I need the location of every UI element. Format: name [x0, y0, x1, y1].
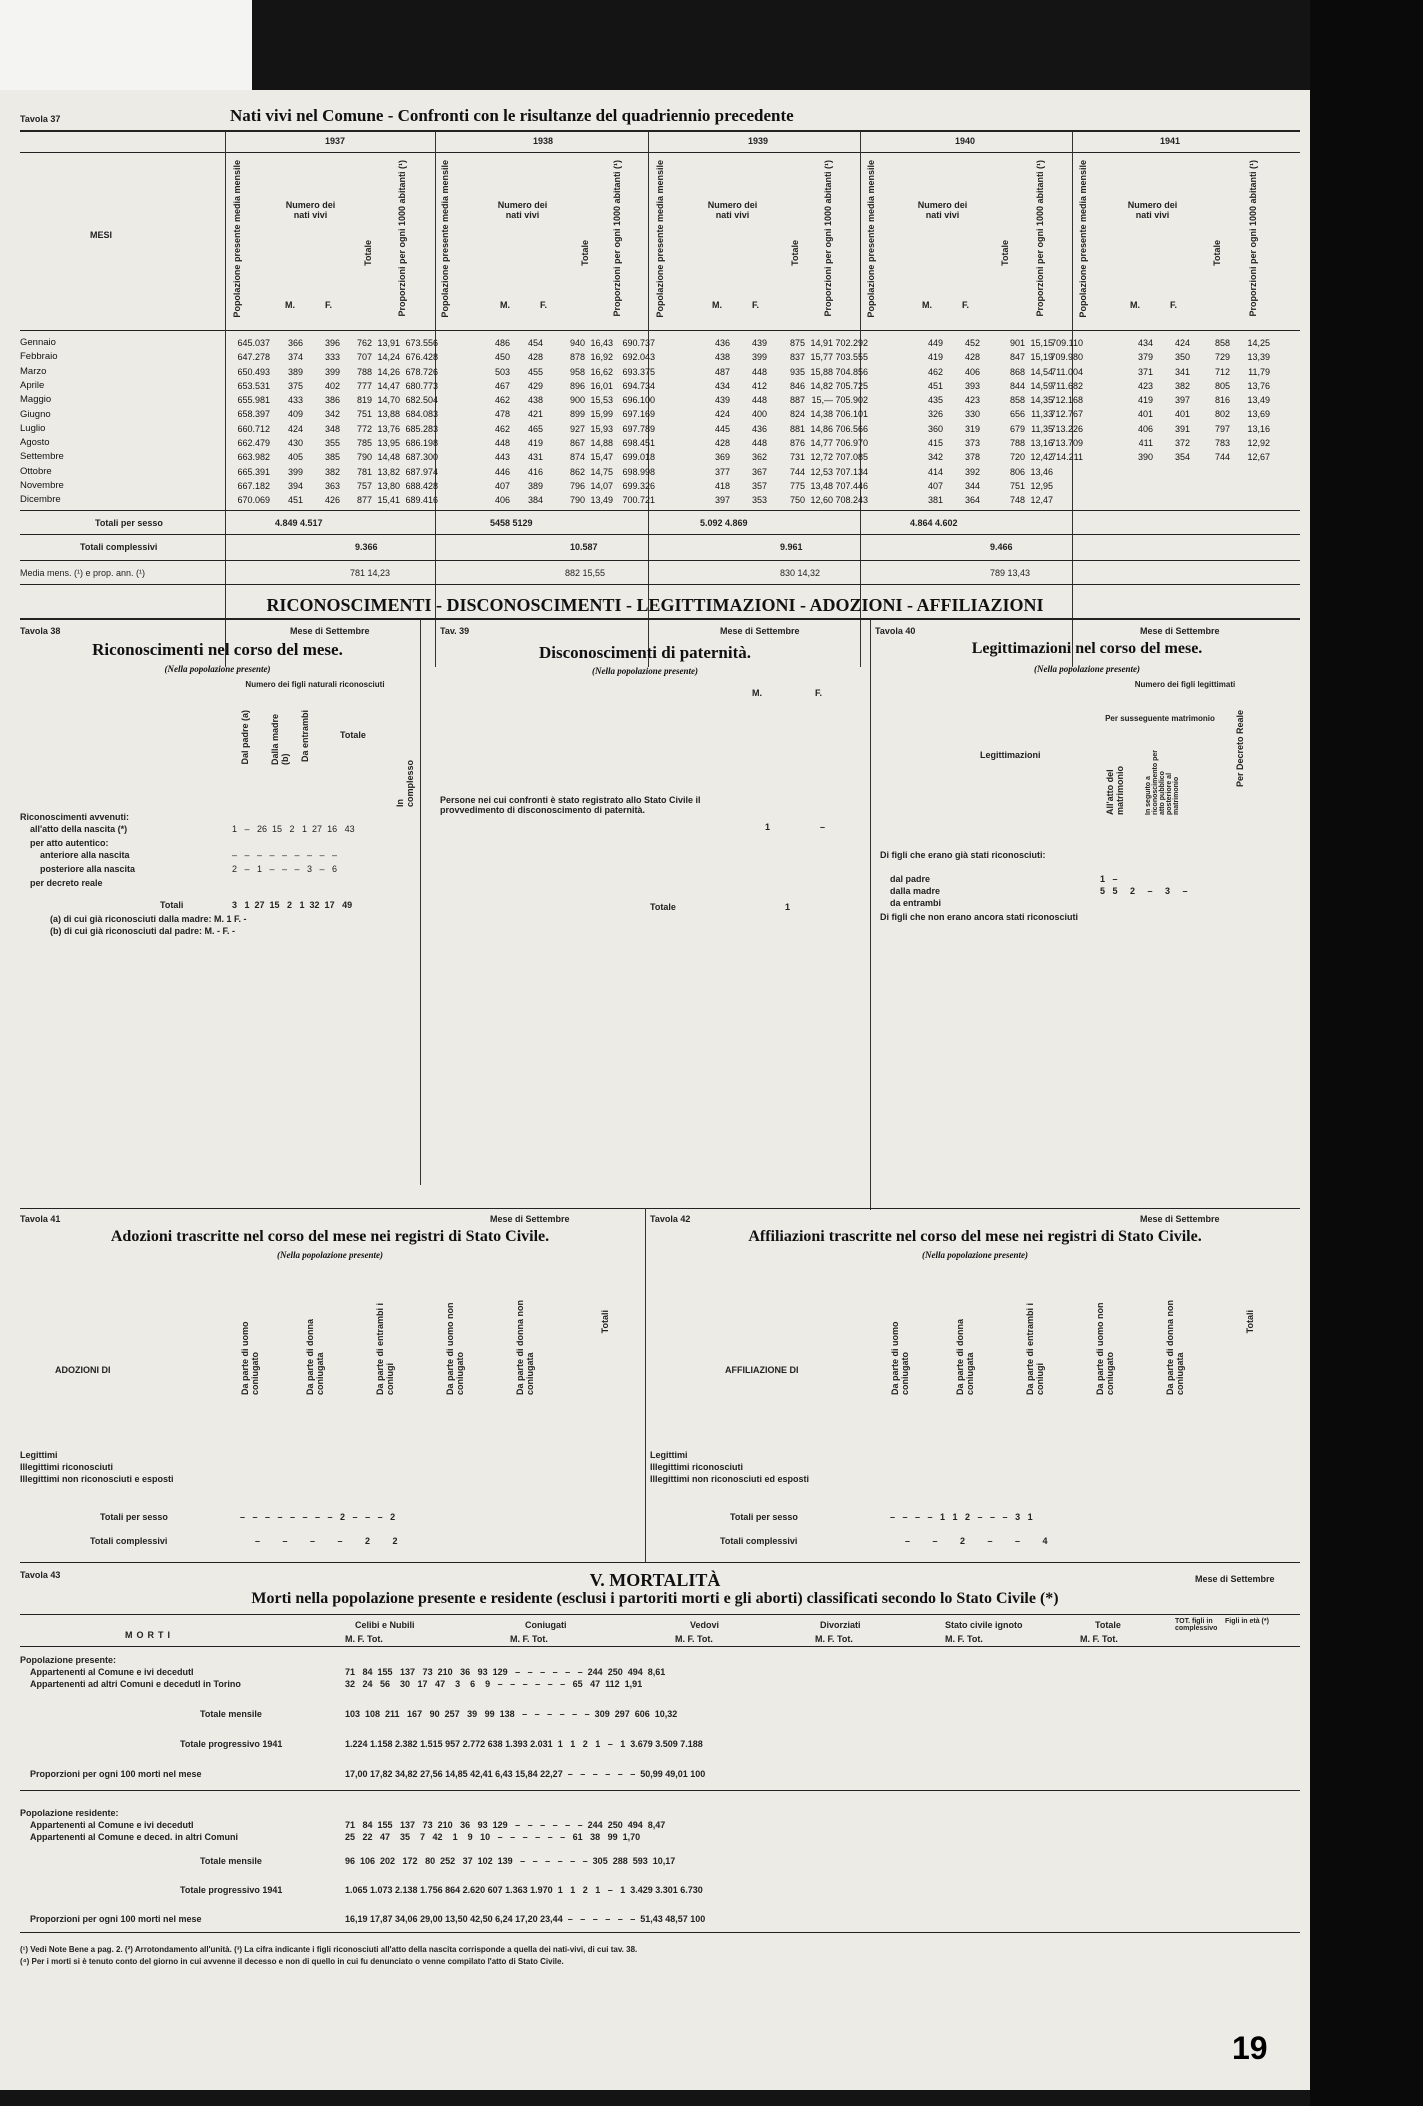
- t40-rowlabel: Legittimazioni: [980, 750, 1041, 760]
- c1938-f: 454 428 455 429 438 421 465 419 431 416 389 384: [527, 338, 543, 506]
- month: Aprile: [20, 379, 45, 391]
- year-1941: 1941: [1160, 136, 1181, 146]
- t39-value: 1: [765, 822, 771, 832]
- t43-title: Morti nella popolazione presente e residente (esclusi i partoriti morti e gli aborti) classificati secondo lo Stato Civile (*): [251, 1590, 1059, 1607]
- t42-v-compl: – – 2 – – 4: [905, 1536, 1048, 1546]
- t43-foot1: (¹) Vedi Note Bene a pag. 2. (²) Arrotondamento all'unità. (³) La cifra indicante i figli riconosciuti all'atto della nascita corrisponde a quella dei nati-vivi, di cui tav. 38.: [20, 1945, 638, 1954]
- t38-mese: Mese di Settembre: [290, 626, 370, 636]
- t42-r1: Legittimi: [650, 1450, 688, 1460]
- t41-title: Adozioni trascritte nel corso del mese nei registri di Stato Civile.: [110, 1228, 550, 1245]
- t43-g6: Totale: [1095, 1620, 1121, 1630]
- t38-c1: Dal padre (a): [240, 710, 250, 765]
- t43-g7: TOT. figli in complessivo: [1175, 1618, 1218, 1632]
- c1940-m: 449 419 462 451 435 326 360 415 342 414 407 381: [927, 338, 943, 506]
- c1939-f: 439 399 448 412 448 400 436 448 362 367 357 353: [751, 338, 767, 506]
- t43-g5: Stato civile ignoto: [945, 1620, 1023, 1630]
- t37-col-tot-1937: Totale: [363, 240, 373, 266]
- t37-col-pop-1939: Popolazione presente media mensile: [655, 160, 665, 318]
- t43-r5: Totale progressivo 1941: [180, 1885, 283, 1895]
- c1941-f: 424 350 341 382 397 401 391 372 354: [1174, 338, 1190, 463]
- t38-c2: Dalla madre (b): [270, 713, 290, 765]
- t40-c2: In seguito a riconoscimento per atto pubblico posteriore al matrimonio: [1145, 750, 1180, 815]
- t41-r1: Legittimi: [20, 1450, 58, 1460]
- t37-f-1940: F.: [962, 300, 970, 310]
- t38-head: Numero dei figli naturali riconosciuti: [245, 680, 385, 689]
- t43-pv2: 71 84 155 137 73 210 36 93 129 – – – – – – 244 250 494 8,61: [345, 1667, 666, 1677]
- month: Agosto: [20, 437, 50, 449]
- t42-title: Affiliazioni trascritte nel corso del mese nei registri di Stato Civile.: [748, 1228, 1202, 1245]
- t37-m-1937: M.: [285, 300, 295, 310]
- t40-c3: Per Decreto Reale: [1235, 710, 1245, 788]
- t43-mft2: M. F. Tot.: [510, 1634, 548, 1644]
- t43-r6: Proporzioni per ogni 100 morti nel mese: [30, 1914, 202, 1924]
- t37-sesso-1937: 4.849 4.517: [275, 518, 323, 528]
- c1938-pop: 673.556 676.428 678.726 680.773 682.504 684.083 685.283 686.198 687.300 687.974 688.428 689.416: [405, 338, 438, 506]
- month: Luglio: [20, 422, 46, 434]
- c1941-pop: 709.110 709.980 711.004 711.682 712.168 712.767 713.226 713.709 714.211: [1050, 338, 1083, 463]
- t37-media-1940: 789 13,43: [990, 568, 1031, 578]
- t43-pv5: 1.224 1.158 2.382 1.515 957 2.772 638 1.393 2.031 1 1 2 1 – 1 3.679 3.509 7.188: [345, 1739, 703, 1749]
- c1937-m: 366 374 389 375 433 409 424 430 405 399 394 451: [287, 338, 303, 506]
- t43-rv6: 16,19 17,87 34,06 29,00 13,50 42,50 6,24 17,20 23,44 – – – – – – 51,43 48,57 100: [345, 1914, 706, 1924]
- t37-media-1937: 781 14,23: [350, 568, 391, 578]
- t41-col5: Da parte di donna non coniugata: [515, 1299, 535, 1395]
- t40-r5: Di figli che non erano ancora stati riconosciuti: [880, 912, 1079, 922]
- t42-r5: Totali complessivi: [720, 1536, 798, 1546]
- t39-m: M.: [752, 688, 762, 698]
- t40-r2: dal padre: [890, 874, 931, 884]
- t41-r3: Illegittimi non riconosciuti e esposti: [20, 1474, 174, 1484]
- t40-tag: Tavola 40: [875, 626, 916, 636]
- scan-margin: [0, 0, 252, 90]
- t42-rowhead: AFFILIAZIONE DI: [725, 1365, 799, 1375]
- t41-mese: Mese di Settembre: [490, 1214, 570, 1224]
- t41-col1: Da parte di uomo coniugato: [240, 1321, 260, 1395]
- t40-title: Legittimazioni nel corso del mese.: [971, 640, 1203, 657]
- t39-text: Persone nei cui confronti è stato registrato allo Stato Civile il provvedimento di disconoscimento di paternità.: [440, 795, 701, 815]
- t38-c4: Totale: [340, 730, 366, 740]
- scan-border: [1310, 0, 1423, 2106]
- t38-r5: per decreto reale: [30, 878, 103, 888]
- t43-r4: Totale mensile: [200, 1856, 262, 1866]
- month: Giugno: [20, 408, 51, 420]
- t43-tag: Tavola 43: [20, 1570, 61, 1580]
- t39-tag: Tav. 39: [440, 626, 470, 636]
- t38-r3: anteriore alla nascita: [40, 850, 130, 860]
- t37-media-1939: 830 14,32: [780, 568, 821, 578]
- t38-r1: all'atto della nascita (*): [30, 824, 128, 834]
- t40-r3: dalla madre: [890, 886, 941, 896]
- year-1940: 1940: [955, 136, 976, 146]
- t38-v4: 2 – 1 – – – 3 – 6: [232, 864, 338, 874]
- t39-mese: Mese di Settembre: [720, 626, 800, 636]
- t39-f: F.: [815, 688, 823, 698]
- t37-col-tot-1940: Totale: [1000, 240, 1010, 266]
- month: Settembre: [20, 451, 64, 463]
- t37-compl-1938: 10.587: [570, 542, 598, 552]
- t41-v-compl: – – – – 2 2: [255, 1536, 398, 1546]
- t42-v-sesso: – – – – 1 1 2 – – – 3 1: [890, 1512, 1033, 1522]
- c1938-m: 486 450 503 467 462 478 462 448 443 446 407 406: [494, 338, 510, 506]
- t37-col-prop-1938: Proporzioni per ogni 1000 abitanti (¹): [612, 160, 622, 317]
- t43-g3: Vedovi: [690, 1620, 720, 1630]
- t43-rv4: 96 106 202 172 80 252 37 102 139 – – – – – – 305 288 593 10,17: [345, 1856, 676, 1866]
- t42-mese: Mese di Settembre: [1140, 1214, 1220, 1224]
- t41-r2: Illegittimi riconosciuti: [20, 1462, 114, 1472]
- c1938-t: 940 878 958 896 900 899 927 867 874 862 796 790: [569, 338, 585, 506]
- t41-v-sesso: – – – – – – – – 2 – – – 2: [240, 1512, 396, 1522]
- t37-col-pop-1937: Popolazione presente media mensile: [232, 160, 242, 318]
- t38-v1: 1 – 26 15 2 1 27 16 43: [232, 824, 355, 834]
- t37-sesso-1939: 5.092 4.869: [700, 518, 748, 528]
- t43-p4: Totale mensile: [200, 1709, 262, 1719]
- t38-r2: per atto autentico:: [30, 838, 109, 848]
- t37-col-num-1937: Numero dei nati vivi: [285, 200, 336, 220]
- t41-tag: Tavola 41: [20, 1214, 61, 1224]
- t37-f-1937: F.: [325, 300, 333, 310]
- t41-sub: (Nella popolazione presente): [277, 1250, 383, 1260]
- t37-m-1940: M.: [922, 300, 932, 310]
- t43-r2: Appartenenti al Comune e ivi decedutI: [30, 1820, 194, 1830]
- t37-m-1938: M.: [500, 300, 510, 310]
- t43-g1: Celibi e Nubili: [355, 1620, 415, 1630]
- t37-tot-sesso: Totali per sesso: [95, 518, 163, 528]
- t39-value-f: –: [820, 822, 826, 832]
- t38-r6: Totali: [160, 900, 184, 910]
- t37-col-num-1938: Numero dei nati vivi: [497, 200, 548, 220]
- t37-title: Nati vivi nel Comune - Confronti con le risultanze del quadriennio precedente: [230, 106, 794, 125]
- t43-p5: Totale progressivo 1941: [180, 1739, 283, 1749]
- t37-col-prop-1937: Proporzioni per ogni 1000 abitanti (¹): [397, 160, 407, 317]
- t43-section: V. MORTALITÀ: [589, 1570, 721, 1590]
- t40-head: Numero dei figli legittimati: [1134, 680, 1236, 689]
- t42-col5: Da parte di donna non coniugata: [1165, 1299, 1185, 1395]
- year-1938: 1938: [533, 136, 554, 146]
- c1939-pop: 690.737 692.043 693.375 694.734 696.100 697.169 697.789 698.451 699.018 698.998 699.326 700.721: [622, 338, 655, 506]
- t38-title: Riconoscimenti nel corso del mese.: [92, 640, 343, 659]
- t41-col3: Da parte di entrambi i coniugi: [375, 1302, 395, 1395]
- month: Novembre: [20, 480, 64, 491]
- t43-mese: Mese di Settembre: [1195, 1574, 1275, 1584]
- t37-col-tot-1941: Totale: [1212, 240, 1222, 266]
- t41-r5: Totali complessivi: [90, 1536, 168, 1546]
- t38-tag: Tavola 38: [20, 626, 61, 636]
- t37-f-1941: F.: [1170, 300, 1178, 310]
- t37-m-1941: M.: [1130, 300, 1140, 310]
- month: Febbraio: [20, 351, 58, 363]
- month: Maggio: [20, 394, 52, 406]
- year-1939: 1939: [748, 136, 769, 146]
- year-1937: 1937: [325, 136, 346, 146]
- t37-media-1938: 882 15,55: [565, 568, 606, 578]
- t37-tot-compl: Totali complessivi: [80, 542, 158, 552]
- c1941-t: 858 729 712 805 816 802 797 783 744: [1214, 338, 1230, 463]
- t38-v3: – – – – – – – – –: [232, 850, 338, 860]
- t40-mese: Mese di Settembre: [1140, 626, 1220, 636]
- month: Dicembre: [20, 494, 61, 506]
- c1940-pop: 702.292 703.555 704.856 705.725 705.902 706.101 706.566 706.970 707.085 707.134 707.446 708.243: [835, 338, 868, 506]
- t38-note-a: (a) di cui già riconosciuti dalla madre: M. 1 F. -: [50, 914, 247, 924]
- t38-c3: Da entrambi: [300, 710, 310, 763]
- c1939-p: 14,91 15,77 15,88 14,82 15,— 14,38 14,86 14,77 12,72 12,53 13,48 12,60: [810, 338, 833, 506]
- t37-col-prop-1940: Proporzioni per ogni 1000 abitanti (¹): [1035, 160, 1045, 317]
- t38-r0: Riconoscimenti avvenuti:: [20, 812, 130, 822]
- t43-foot2: (⁴) Per i morti si è tenuto conto del giorno in cui avvenne il decesso e non di quello in cui fu denunciato o venne compilato l'atto di Stato Civile.: [20, 1957, 564, 1966]
- t40-r1: Di figli che erano già stati riconosciuti:: [880, 850, 1046, 860]
- t37-compl-1937: 9.366: [355, 542, 378, 552]
- c1939-t: 875 837 935 846 887 824 881 876 731 744 775 750: [789, 338, 805, 506]
- t39-total-label: Totale: [650, 902, 676, 912]
- t43-p1: Popolazione presente:: [20, 1655, 117, 1665]
- t37-m-1939: M.: [712, 300, 722, 310]
- t43-morti: MORTI: [125, 1630, 174, 1640]
- t43-pv4: 103 108 211 167 90 257 39 99 138 – – – – – – 309 297 606 10,32: [345, 1709, 678, 1719]
- t42-r3: Illegittimi non riconosciuti ed esposti: [650, 1474, 810, 1484]
- t40-sub: (Nella popolazione presente): [1034, 664, 1140, 674]
- t37-tag: Tavola 37: [20, 114, 61, 124]
- t38-note-b: (b) di cui già riconosciuti dal padre: M. - F. -: [50, 926, 236, 936]
- t42-col1: Da parte di uomo coniugato: [890, 1321, 910, 1395]
- t37-col-pop-1941: Popolazione presente media mensile: [1078, 160, 1088, 318]
- t38-sub: (Nella popolazione presente): [164, 664, 271, 674]
- t42-col2: Da parte di donna coniugata: [955, 1318, 975, 1395]
- mesi-header: MESI: [90, 230, 113, 240]
- c1937-pop: 645.037 647.278 650.493 653.531 655.981 658.397 660.712 662.479 663.982 665.391 667.182 670.069: [237, 338, 270, 506]
- t37-col-tot-1938: Totale: [580, 240, 590, 266]
- t43-r3: Appartenenti al Comune e deced. in altri Comuni: [30, 1832, 239, 1842]
- t38-v6: 3 1 27 15 2 1 32 17 49: [232, 900, 353, 910]
- t43-mft5: M. F. Tot.: [945, 1634, 983, 1644]
- t39-sub: (Nella popolazione presente): [592, 666, 698, 676]
- t37-col-prop-1941: Proporzioni per ogni 1000 abitanti (¹): [1248, 160, 1258, 317]
- t39-total: 1: [785, 902, 791, 912]
- document-page: [0, 90, 1310, 2090]
- c1940-f: 452 428 406 393 423 330 319 373 378 392 344 364: [964, 338, 980, 506]
- t43-mft6: M. F. Tot.: [1080, 1634, 1118, 1644]
- t37-compl-1940: 9.466: [990, 542, 1013, 552]
- c1938-p: 16,43 16,92 16,62 16,01 15,53 15,99 15,93 14,88 15,47 14,75 14,07 13,49: [590, 338, 613, 506]
- t43-g4: Divorziati: [820, 1620, 861, 1630]
- t37-col-tot-1939: Totale: [790, 240, 800, 266]
- t43-pv3: 32 24 56 30 17 47 3 6 9 – – – – – – 65 47 112 1,91: [345, 1679, 643, 1689]
- t37-f-1938: F.: [540, 300, 548, 310]
- t41-col2: Da parte di donna coniugata: [305, 1318, 325, 1395]
- t42-r2: Illegittimi riconosciuti: [650, 1462, 744, 1472]
- t43-r1: Popolazione residente:: [20, 1808, 119, 1818]
- t37-col-num-1940: Numero dei nati vivi: [917, 200, 968, 220]
- t43-rv2: 71 84 155 137 73 210 36 93 129 – – – – – – 244 250 494 8,47: [345, 1820, 666, 1830]
- t43-g8: Figli in età (*): [1225, 1618, 1269, 1625]
- t43-g2: Coniugati: [525, 1620, 567, 1630]
- t43-mft1: M. F. Tot.: [345, 1634, 383, 1644]
- t40-c1: All'atto del matrimonio: [1105, 765, 1125, 815]
- t37-media: Media mens. (¹) e prop. ann. (¹): [20, 568, 146, 578]
- t37-compl-1939: 9.961: [780, 542, 803, 552]
- c1940-p: 15,15 15,19 14,54 14,59 14,35 11,33 11,35 13,16 12,42 13,46 12,95 12,47: [1030, 338, 1053, 506]
- c1939-m: 436 438 487 434 439 424 445 428 369 377 418 397: [714, 338, 730, 506]
- t43-mft3: M. F. Tot.: [675, 1634, 713, 1644]
- t37-col-pop-1938: Popolazione presente media mensile: [440, 160, 450, 318]
- c1937-t: 762 707 788 777 819 751 772 785 790 781 757 877: [356, 338, 372, 506]
- c1940-t: 901 847 868 844 858 656 679 788 720 806 751 748: [1009, 338, 1025, 506]
- t43-p3: Appartenenti ad altri Comuni e decedutI in Torino: [30, 1679, 241, 1689]
- t43-pv6: 17,00 17,82 34,82 27,56 14,85 42,41 6,43 15,84 22,27 – – – – – – 50,99 49,01 100: [345, 1769, 706, 1779]
- t41-r4: Totali per sesso: [100, 1512, 168, 1522]
- t42-tag: Tavola 42: [650, 1214, 691, 1224]
- t42-col6: Totali: [1245, 1310, 1255, 1334]
- t43-mft4: M. F. Tot.: [815, 1634, 853, 1644]
- t37-col-num-1941: Numero dei nati vivi: [1127, 200, 1178, 220]
- t37-sesso-1940: 4.864 4.602: [910, 518, 958, 528]
- month: Ottobre: [20, 465, 52, 477]
- t37-sesso-1938: 5458 5129: [490, 518, 533, 528]
- t42-col4: Da parte di uomo non coniugato: [1095, 1302, 1115, 1395]
- month: Marzo: [20, 365, 47, 377]
- month: Gennaio: [20, 337, 56, 348]
- t40-sh: Per susseguente matrimonio: [1105, 714, 1215, 723]
- section-banner: RICONOSCIMENTI - DISCONOSCIMENTI - LEGITTIMAZIONI - ADOZIONI - AFFILIAZIONI: [266, 595, 1044, 615]
- t37-col-pop-1940: Popolazione presente media mensile: [866, 160, 876, 318]
- t43-rv5: 1.065 1.073 2.138 1.756 864 2.620 607 1.363 1.970 1 1 2 1 – 1 3.429 3.301 6.730: [345, 1885, 703, 1895]
- t42-col3: Da parte di entrambi i coniugi: [1025, 1302, 1045, 1395]
- t40-v1: 1 –: [1100, 874, 1118, 884]
- t37-col-prop-1939: Proporzioni per ogni 1000 abitanti (¹): [823, 160, 833, 317]
- t41-col4: Da parte di uomo non coniugato: [445, 1302, 465, 1395]
- t41-rowhead: ADOZIONI DI: [55, 1365, 111, 1375]
- t43-rv3: 25 22 47 35 7 42 1 9 10 – – – – – – 61 38 99 1,70: [345, 1832, 641, 1842]
- t37-col-num-1939: Numero dei nati vivi: [707, 200, 758, 220]
- t38-r4: posteriore alla nascita: [40, 864, 136, 874]
- t42-sub: (Nella popolazione presente): [922, 1250, 1028, 1260]
- t42-r4: Totali per sesso: [730, 1512, 798, 1522]
- t39-title: Disconoscimenti di paternità.: [538, 643, 752, 662]
- c1937-p: 13,91 14,24 14,26 14,47 14,70 13,88 13,76 13,95 14,48 13,82 13,80 15,41: [377, 338, 400, 506]
- c1941-p: 14,25 13,39 11,79 13,76 13,49 13,69 13,16 12,92 12,67: [1247, 338, 1270, 463]
- t37-f-1939: F.: [752, 300, 760, 310]
- t40-v2: 5 5 2 – 3 –: [1100, 886, 1188, 896]
- c1941-m: 434 379 371 423 419 401 406 411 390: [1137, 338, 1153, 463]
- t41-col6: Totali: [600, 1310, 610, 1334]
- c1937-f: 396 333 399 402 386 342 348 355 385 382 363 426: [324, 338, 340, 506]
- t40-r4: da entrambi: [890, 898, 942, 908]
- t43-p2: Appartenenti al Comune e ivi decedutI: [30, 1667, 194, 1677]
- t38-c5: In complesso: [395, 759, 415, 808]
- t43-p6: Proporzioni per ogni 100 morti nel mese: [30, 1769, 202, 1779]
- page-number: 19: [1232, 2030, 1268, 2066]
